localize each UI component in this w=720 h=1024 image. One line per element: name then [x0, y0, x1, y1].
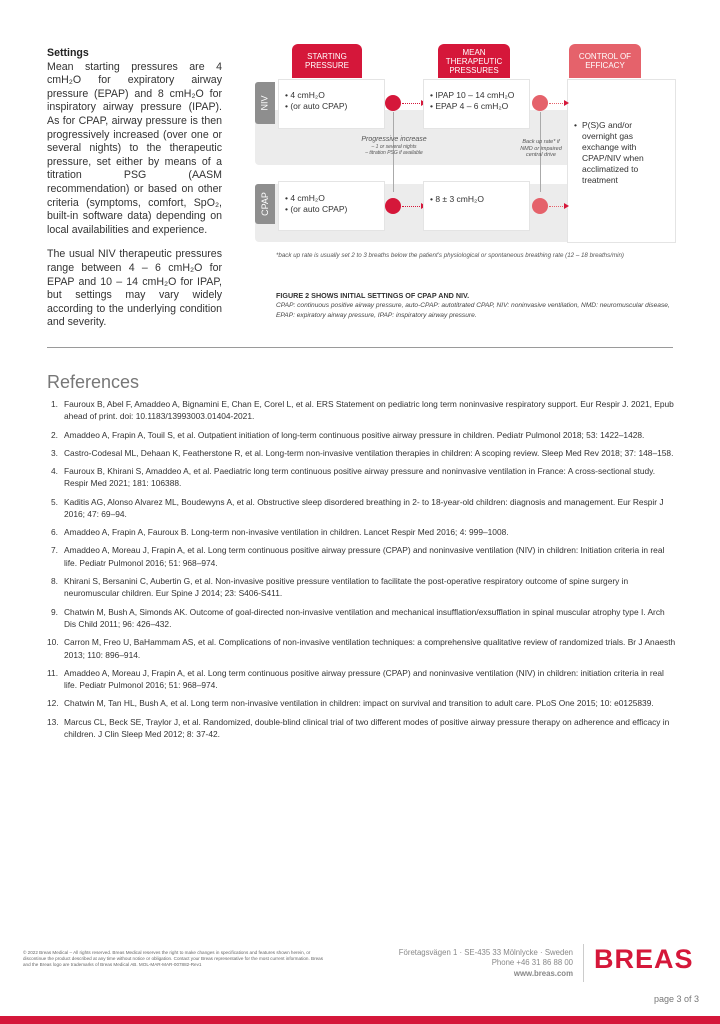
reference-item	[47, 447, 677, 459]
reference-number: 3.	[51, 447, 58, 458]
section-divider	[47, 347, 673, 348]
niv-start-dot	[385, 95, 401, 111]
reference-item	[47, 496, 677, 521]
niv-tab	[255, 82, 275, 124]
niv-start-line-1: • 4 cmH₂O	[285, 90, 378, 101]
reference-number: 9.	[51, 606, 58, 617]
reference-number: 7.	[51, 545, 58, 556]
header-mean-therapeutic-pressures: MEAN THERAPEUTIC PRESSURES	[438, 44, 510, 78]
cpap-arrow-2	[549, 206, 567, 207]
reference-number: 6.	[51, 527, 58, 538]
reference-item	[47, 429, 677, 441]
company-website-link[interactable]: www.breas.com	[513, 968, 573, 978]
niv-label: NIV	[259, 95, 270, 111]
figure-caption: CPAP: continuous positive airway pressure, auto-CPAP: autotitrated CPAP, NIV: noninvasive ventilation, NMD: neuromuscular disease, EPAP: expiratory airway pressure, IPAP: inspiratory airway pressure.	[276, 302, 670, 319]
niv-arrow-1	[402, 103, 424, 104]
references-list	[47, 398, 677, 746]
cpap-start-dot	[385, 198, 401, 214]
reference-item	[47, 398, 677, 423]
cpap-mean-line-1: • 8 ± 3 cmH₂O	[430, 194, 523, 205]
niv-mean-line-1: • IPAP 10 – 14 cmH₂O	[430, 90, 523, 101]
cpap-start-line-2: • (or auto CPAP)	[285, 204, 378, 215]
reference-text: Amaddeo A, Moreau J, Frapin A, et al. Long term continuous positive airway pressure (CPAP) and noninvasive ventilation (NIV) in children: initiation criteria in real life. Pediatr Pulmonol 2016; 51: 968–974.	[64, 667, 664, 691]
niv-start-box	[279, 80, 384, 128]
reference-item	[47, 526, 677, 538]
company-phone: Phone +46 31 86 88 00	[491, 958, 573, 968]
reference-text: Carron M, Freo U, BaHammam AS, et al. Complications of non-invasive ventilation techniques: a comprehensive qualitative review of randomized trials. Br J Anaesth 2013; 110: 896–914.	[64, 637, 676, 660]
reference-text: Chatwin M, Tan HL, Bush A, et al. Long term non-invasive ventilation in children: impact on survival and transition to adult care. PLoS One 2015; 10: e0125839.	[64, 698, 654, 709]
bottom-brand-bar	[0, 1016, 720, 1024]
niv-arrow-2	[549, 103, 567, 104]
header-starting-pressure: STARTING PRESSURE	[292, 44, 362, 78]
reference-text: Fauroux B, Khirani S, Amaddeo A, et al. Paediatric long term continuous positive airway pressure and noninvasive ventilation in France: A cross-sectional study. Respir Med 2021; 181: 106388.	[64, 466, 656, 489]
reference-number: 13.	[47, 716, 59, 727]
progressive-label: Progressive increase	[361, 136, 427, 143]
reference-item	[47, 636, 677, 661]
niv-mean-line-2: • EPAP 4 – 6 cmH₂O	[430, 101, 523, 112]
reference-number: 2.	[51, 429, 58, 440]
progressive-note-1: – 1 or several nights	[371, 144, 417, 150]
backup-rate-footnote: *back up rate is usually set 2 to 3 breaths below the patient’s physiological or spontaneous breathing rate (12 – 18 breaths/min)	[276, 252, 624, 259]
reference-text: Amaddeo A, Frapin A, Touil S, et al. Outpatient initiation of long-term continuous positive airway pressure in children. Pediatr Pulmonol 2018; 53: 1422–1428.	[64, 429, 645, 440]
figure-title: FIGURE 2 SHOWS INITIAL SETTINGS OF CPAP AND NIV.	[276, 291, 470, 300]
reference-number: 10.	[47, 637, 59, 648]
reference-text: Khirani S, Bersanini C, Aubertin G, et al. Non-invasive positive pressure ventilation to facilitate the post-operative respiratory outcome of spine surgery in neuromuscular children. Eur Spine J 2014; 23: S406-S411.	[64, 576, 629, 599]
reference-item	[47, 716, 677, 741]
settings-paragraph-2: The usual NIV therapeutic pressures range between 4 – 6 cmH₂O for EPAP and 10 – 14 cmH₂O for IPAP, but settings may vary widely according to the underlying condition and severity.	[47, 248, 222, 329]
figure-2-diagram	[255, 44, 675, 244]
reference-text: Amaddeo A, Frapin A, Fauroux B. Long-term non-invasive ventilation in children. Lancet Respir Med 2016; 4: 999–1008.	[64, 527, 509, 538]
company-address: Företagsvägen 1 · SE-435 33 Mölnlycke · Sweden	[398, 948, 573, 957]
progressive-increase-note	[350, 136, 438, 156]
niv-start-line-2: • (or auto CPAP)	[285, 101, 378, 112]
cpap-tab	[255, 184, 275, 224]
reference-item	[47, 697, 677, 709]
legal-notice: © 2022 Breas Medical – All rights reserved. Breas Medical reserves the right to make changes in specifications and features shown herein, or discontinue the product described at any time without notice or obligation. Contact your Breas representative for the most current information. Breas and the Breas logo are trademarks of Breas Medical AB. MOL-MAR-MAR-007882-Rev1	[23, 950, 324, 967]
cpap-start-box	[279, 182, 384, 230]
cpap-mean-dot	[532, 198, 548, 214]
cpap-label: CPAP	[260, 192, 270, 216]
reference-number: 5.	[51, 496, 58, 507]
header-control-of-efficacy: CONTROL OF EFFICACY	[569, 44, 641, 78]
reference-item	[47, 667, 677, 692]
settings-paragraph-1: Mean starting pressures are 4 cmH₂O for expiratory airway pressure (EPAP) and 8 cmH₂O for inspiratory airway pressure (IPAP). As for CPAP, airway pressure is then progressively increased (over one or several nights) to the therapeutic pressure, set either by means of a titration PSG (AASM recommendation) or based on other criteria (symptoms, comfort, SpO₂, built-in software data) depending on local availabilities and experience.	[47, 60, 222, 236]
reference-text: Marcus CL, Beck SE, Traylor J, et al. Randomized, double-blind clinical trial of two different modes of positive airway pressure therapy on adherence and efficacy in children. J Clin Sleep Med 2012; 8: 37-42.	[64, 716, 670, 740]
cpap-arrow-1	[402, 206, 424, 207]
reference-number: 8.	[51, 576, 58, 587]
niv-mean-box	[424, 80, 529, 128]
reference-number: 11.	[47, 667, 59, 678]
footer-separator	[583, 944, 584, 982]
reference-item	[47, 575, 677, 600]
backup-rate-note: Back up rate* if NMD or impaired central drive	[520, 139, 562, 158]
breas-logo: BREAS	[594, 944, 694, 974]
reference-text: Fauroux B, Abel F, Amaddeo A, Bignamini E, Chan E, Corel L, et al. ERS Statement on pediatric long term noninvasive respiratory support. Eur Respir J. 2021, Epub ahead of print. doi: 10.1183/13993003.01404-2021.	[64, 399, 674, 422]
page-number: page 3 of 3	[653, 994, 699, 1004]
progressive-note-2: – titration PSG if available	[365, 150, 423, 156]
settings-section	[47, 47, 222, 341]
reference-number: 12.	[47, 698, 59, 709]
niv-mean-dot	[532, 95, 548, 111]
cpap-start-line-1: • 4 cmH₂O	[285, 193, 378, 204]
reference-item	[47, 544, 677, 569]
settings-heading: Settings	[47, 47, 89, 59]
reference-text: Kaditis AG, Alonso Alvarez ML, Boudewyns A, et al. Obstructive sleep disordered breathing in 2- to 18-year-old children: diagnosis and management. Eur Respir J 2016; 47: 69–94.	[64, 496, 664, 520]
company-address-block	[330, 948, 573, 979]
cpap-mean-box	[424, 182, 529, 230]
reference-text: Chatwin M, Bush A, Simonds AK. Outcome of goal-directed non-invasive ventilation and mechanical insufflation/exsufflation in spinal muscular atrophy type I. Arch Dis Child 2011; 96: 426–432.	[64, 606, 665, 630]
reference-text: Castro-Codesal ML, Dehaan K, Featherstone R, et al. Long-term non-invasive ventilation therapies in children: A scoping review. Sleep Med Rev 2018; 37: 148–158.	[64, 447, 674, 458]
references-heading: References	[47, 372, 140, 392]
reference-item	[47, 465, 677, 490]
reference-item	[47, 606, 677, 631]
reference-text: Amaddeo A, Moreau J, Frapin A, et al. Long term continuous positive airway pressure (CPAP) and noninvasive ventilation (NIV) in children: Initiation criteria in real life. Pediatr Pulmonol 2016; 51: 968–974.	[64, 545, 665, 568]
reference-number: 4.	[51, 466, 58, 477]
reference-number: 1.	[51, 399, 58, 409]
control-of-efficacy-box: • P(S)G and/or overnight gas exchange with CPAP/NIV when acclimatized to treatment	[568, 80, 675, 242]
control-text: P(S)G and/or overnight gas exchange with CPAP/NIV when acclimatized to treatment	[582, 120, 644, 185]
